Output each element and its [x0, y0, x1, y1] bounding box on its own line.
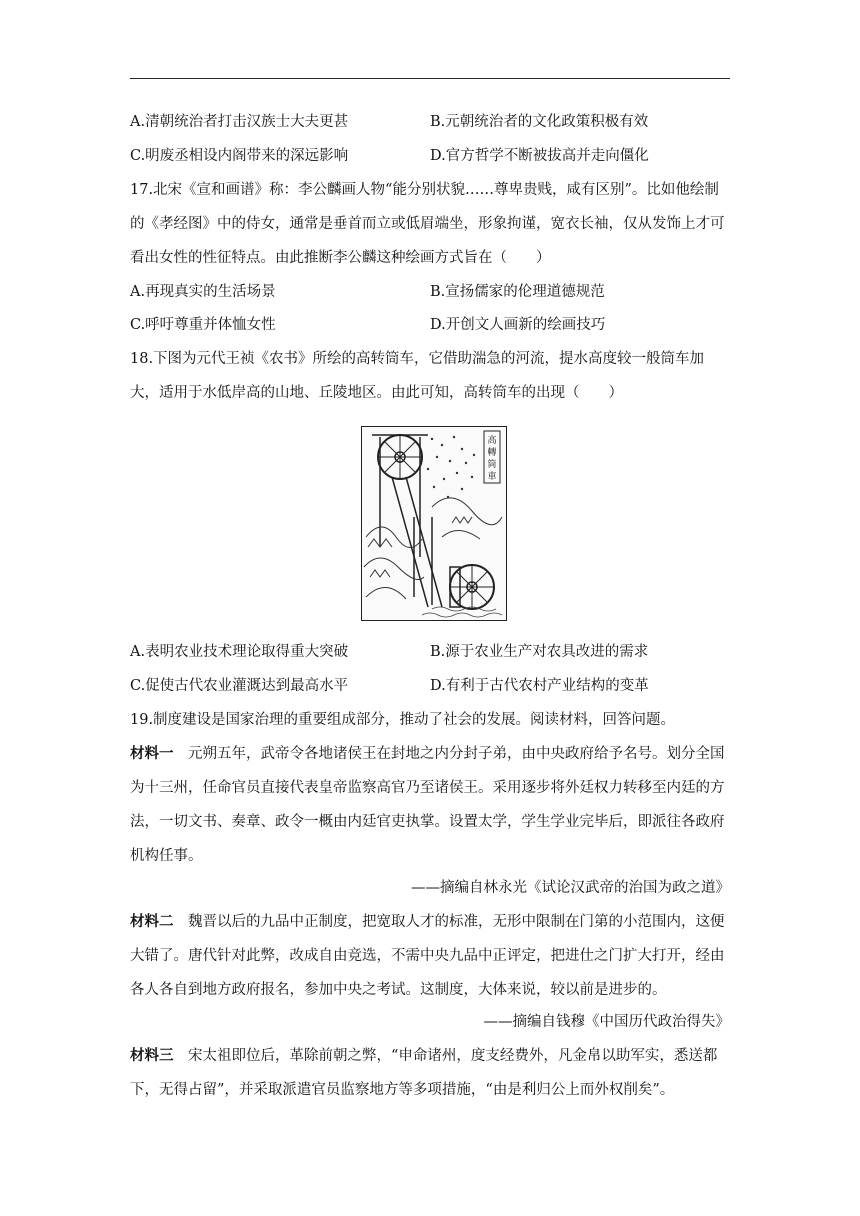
- svg-text:轉: 轉: [487, 448, 497, 458]
- waterwheel-illustration: [362, 427, 506, 620]
- material-2-text: 魏晋以后的九品中正制度，把宽取人才的标准，无形中限制在门第的小范围内，这便大错了。唐代针对此弊，改成自由竞选，不需中央九品中正评定，把进仕之门扩大打开，经由各人各自到地方政府报名，参加中央之考试。这制度，大体来说，较以前是进步的。: [130, 914, 725, 998]
- material-2-source: ——摘编自钱穆《中国历代政治得失》: [483, 1014, 730, 1030]
- q18-option-d: D.有利于古代农村产业结构的变革: [430, 678, 649, 694]
- q17-option-c: C.呼吁尊重并体恤女性: [130, 317, 276, 333]
- q18-stem: 18.下图为元代王祯《农书》所绘的高转筒车，它借助湍急的河流，提水高度较一般筒车加大，适用于水低岸高的山地、丘陵地区。由此可知，高转筒车的出现（ ）: [130, 351, 705, 401]
- q17-option-a: A.再现真实的生活场景: [130, 284, 276, 300]
- q17-option-b: B.宣扬儒家的伦理道德规范: [430, 284, 605, 300]
- material-2: [130, 905, 730, 1007]
- material-1-source: ——摘编自林永光《试论汉武帝的治国为政之道》: [411, 880, 730, 896]
- waterwheel-figure: [361, 426, 507, 621]
- material-3: [130, 1039, 730, 1107]
- q17-option-d: D.开创文人画新的绘画技巧: [430, 317, 606, 333]
- material-1-label: 材料一: [130, 746, 174, 762]
- q17-stem: 17.北宋《宣和画谱》称：李公麟画人物“能分别状貌……尊卑贵贱，咸有区别”。比如他绘制的《孝经图》中的侍女，通常是垂首而立或低眉端坐，形象拘谨，宽衣长袖，仅从发饰上才可看出女性的性征特点。由此推断李公麟这种绘画方式旨在（ ）: [130, 182, 725, 266]
- q18-option-c: C.促使古代农业灌溉达到最高水平: [130, 678, 349, 694]
- material-3-text: 宋太祖即位后，革除前朝之弊，“申命诸州，度支经费外，凡金帛以助军实，悉送都下，无得占留”，并采取派遣官员监察地方等多项措施，“由是利归公上而外权削矣”。: [130, 1048, 718, 1098]
- q19-stem: 19.制度建设是国家治理的重要组成部分，推动了社会的发展。阅读材料，回答问题。: [130, 712, 676, 728]
- q16-option-a: A.清朝统治者打击汉族士大夫更甚: [130, 114, 349, 130]
- svg-text:筒: 筒: [487, 460, 497, 470]
- material-3-label: 材料三: [130, 1048, 174, 1064]
- q16-option-c: C.明废丞相设内阁带来的深远影响: [130, 148, 349, 164]
- q16-option-d: D.官方哲学不断被拔高并走向僵化: [430, 148, 649, 164]
- figure-label: 高: [487, 436, 497, 446]
- q16-option-b: B.元朝统治者的文化政策积极有效: [430, 114, 649, 130]
- material-1-text: 元朔五年，武帝令各地诸侯王在封地之内分封子弟，由中央政府给予名号。划分全国为十三州，任命官员直接代表皇帝监察高官乃至诸侯王。采用逐步将外廷权力转移至内廷的方法，一切文书、奏章、政令一概由内廷官吏执掌。设置太学，学生学业完毕后，即派往各政府机构任事。: [130, 746, 725, 864]
- material-2-label: 材料二: [130, 914, 174, 930]
- material-1: [130, 737, 730, 873]
- q18-option-b: B.源于农业生产对农具改进的需求: [430, 644, 649, 660]
- svg-text:車: 車: [487, 472, 497, 482]
- header-rule: [130, 78, 730, 79]
- q18-option-a: A.表明农业技术理论取得重大突破: [130, 644, 349, 660]
